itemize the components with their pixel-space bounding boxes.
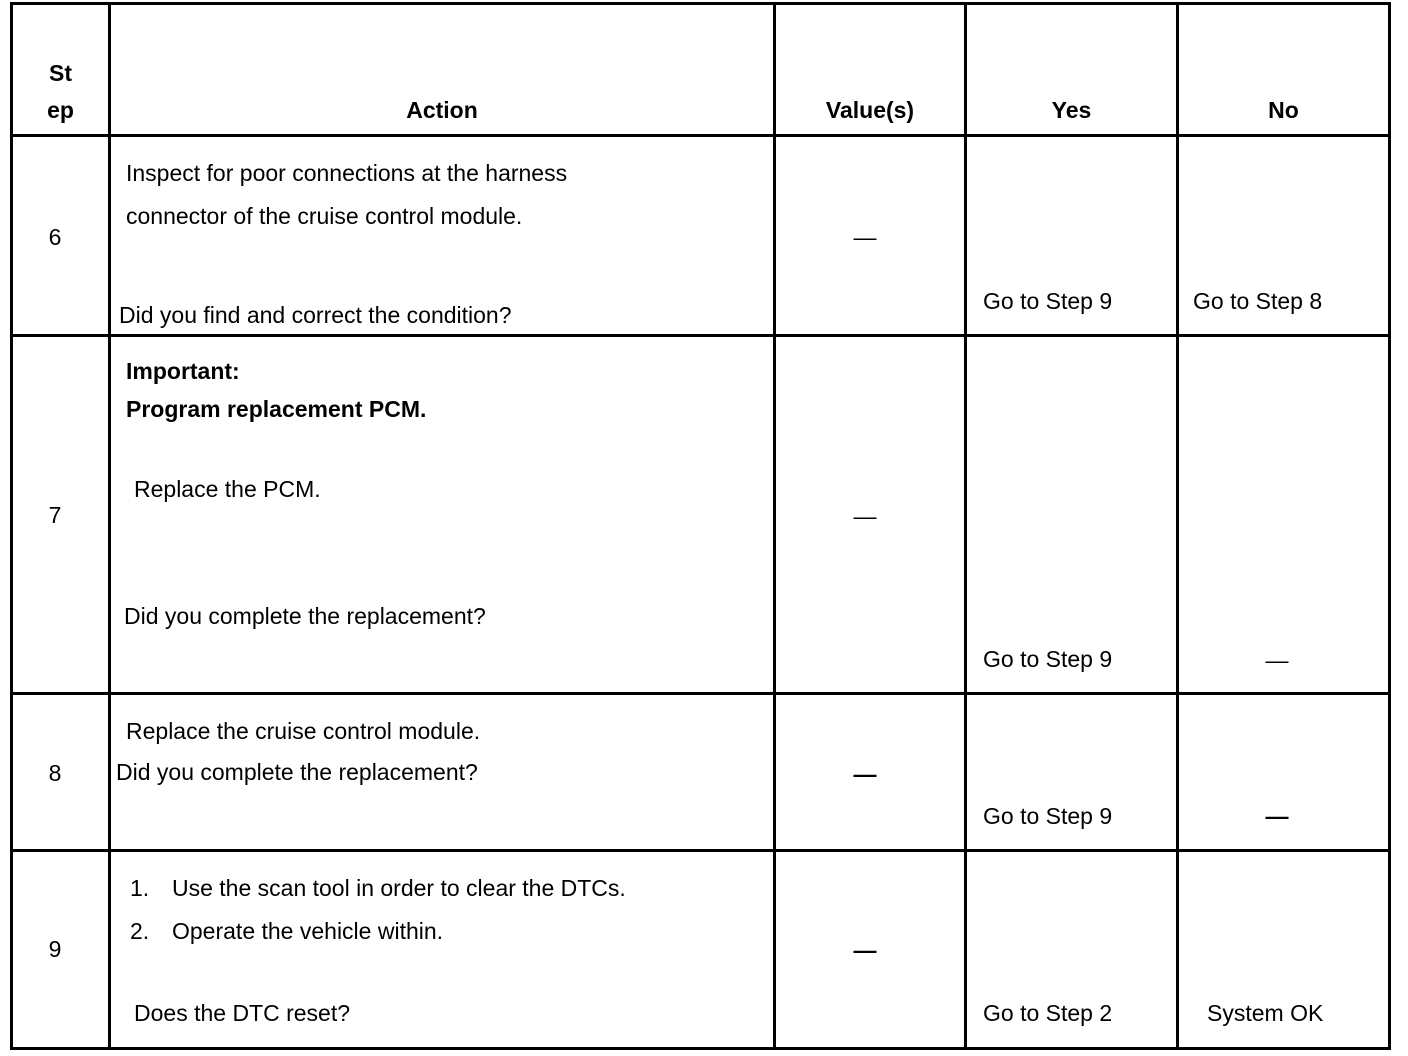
value-cell: — — [853, 224, 877, 250]
important-label: Important: — [126, 358, 240, 384]
header-step-line1: St — [49, 60, 72, 86]
column-divider — [1176, 2, 1179, 1050]
list-number: 2. — [130, 918, 150, 944]
list-item: Use the scan tool in order to clear the DTCs. — [172, 875, 626, 901]
list-number: 1. — [130, 875, 150, 901]
no-cell: Go to Step 8 — [1193, 288, 1323, 314]
header-yes: Yes — [1051, 97, 1092, 123]
no-cell: — — [1265, 803, 1289, 829]
action-question: Did you complete the replacement? — [124, 603, 486, 629]
value-cell: — — [853, 761, 877, 787]
yes-cell: Go to Step 9 — [983, 646, 1113, 672]
header-action: Action — [406, 97, 478, 123]
row-divider — [10, 849, 1391, 852]
header-divider — [10, 134, 1391, 137]
step-number: 9 — [48, 936, 62, 962]
step-number: 7 — [48, 502, 62, 528]
value-cell: — — [853, 503, 877, 529]
no-cell: System OK — [1207, 1000, 1324, 1026]
action-question: Did you find and correct the condition? — [119, 302, 512, 328]
action-text: connector of the cruise control module. — [126, 203, 523, 229]
step-number: 8 — [48, 760, 62, 786]
row-divider — [10, 334, 1391, 337]
value-cell: — — [853, 937, 877, 963]
action-text: Replace the PCM. — [134, 476, 321, 502]
action-text: Replace the cruise control module. — [126, 718, 481, 744]
table-border-right — [1388, 2, 1391, 1050]
action-question: Does the DTC reset? — [134, 1000, 351, 1026]
action-text: Inspect for poor connections at the harness — [126, 160, 568, 186]
important-text: Program replacement PCM. — [126, 396, 427, 422]
header-step-line2: ep — [47, 97, 74, 123]
action-question: Did you complete the replacement? — [116, 759, 478, 785]
list-item: Operate the vehicle within. — [172, 918, 444, 944]
header-no: No — [1268, 97, 1299, 123]
column-divider — [964, 2, 967, 1050]
yes-cell: Go to Step 9 — [983, 803, 1113, 829]
table-border-bottom — [10, 1047, 1391, 1050]
no-cell: — — [1265, 647, 1289, 673]
table-border-top — [10, 2, 1391, 5]
column-divider — [108, 2, 111, 1050]
header-values: Value(s) — [825, 97, 915, 123]
row-divider — [10, 692, 1391, 695]
step-number: 6 — [48, 224, 62, 250]
yes-cell: Go to Step 9 — [983, 288, 1113, 314]
yes-cell: Go to Step 2 — [983, 1000, 1113, 1026]
